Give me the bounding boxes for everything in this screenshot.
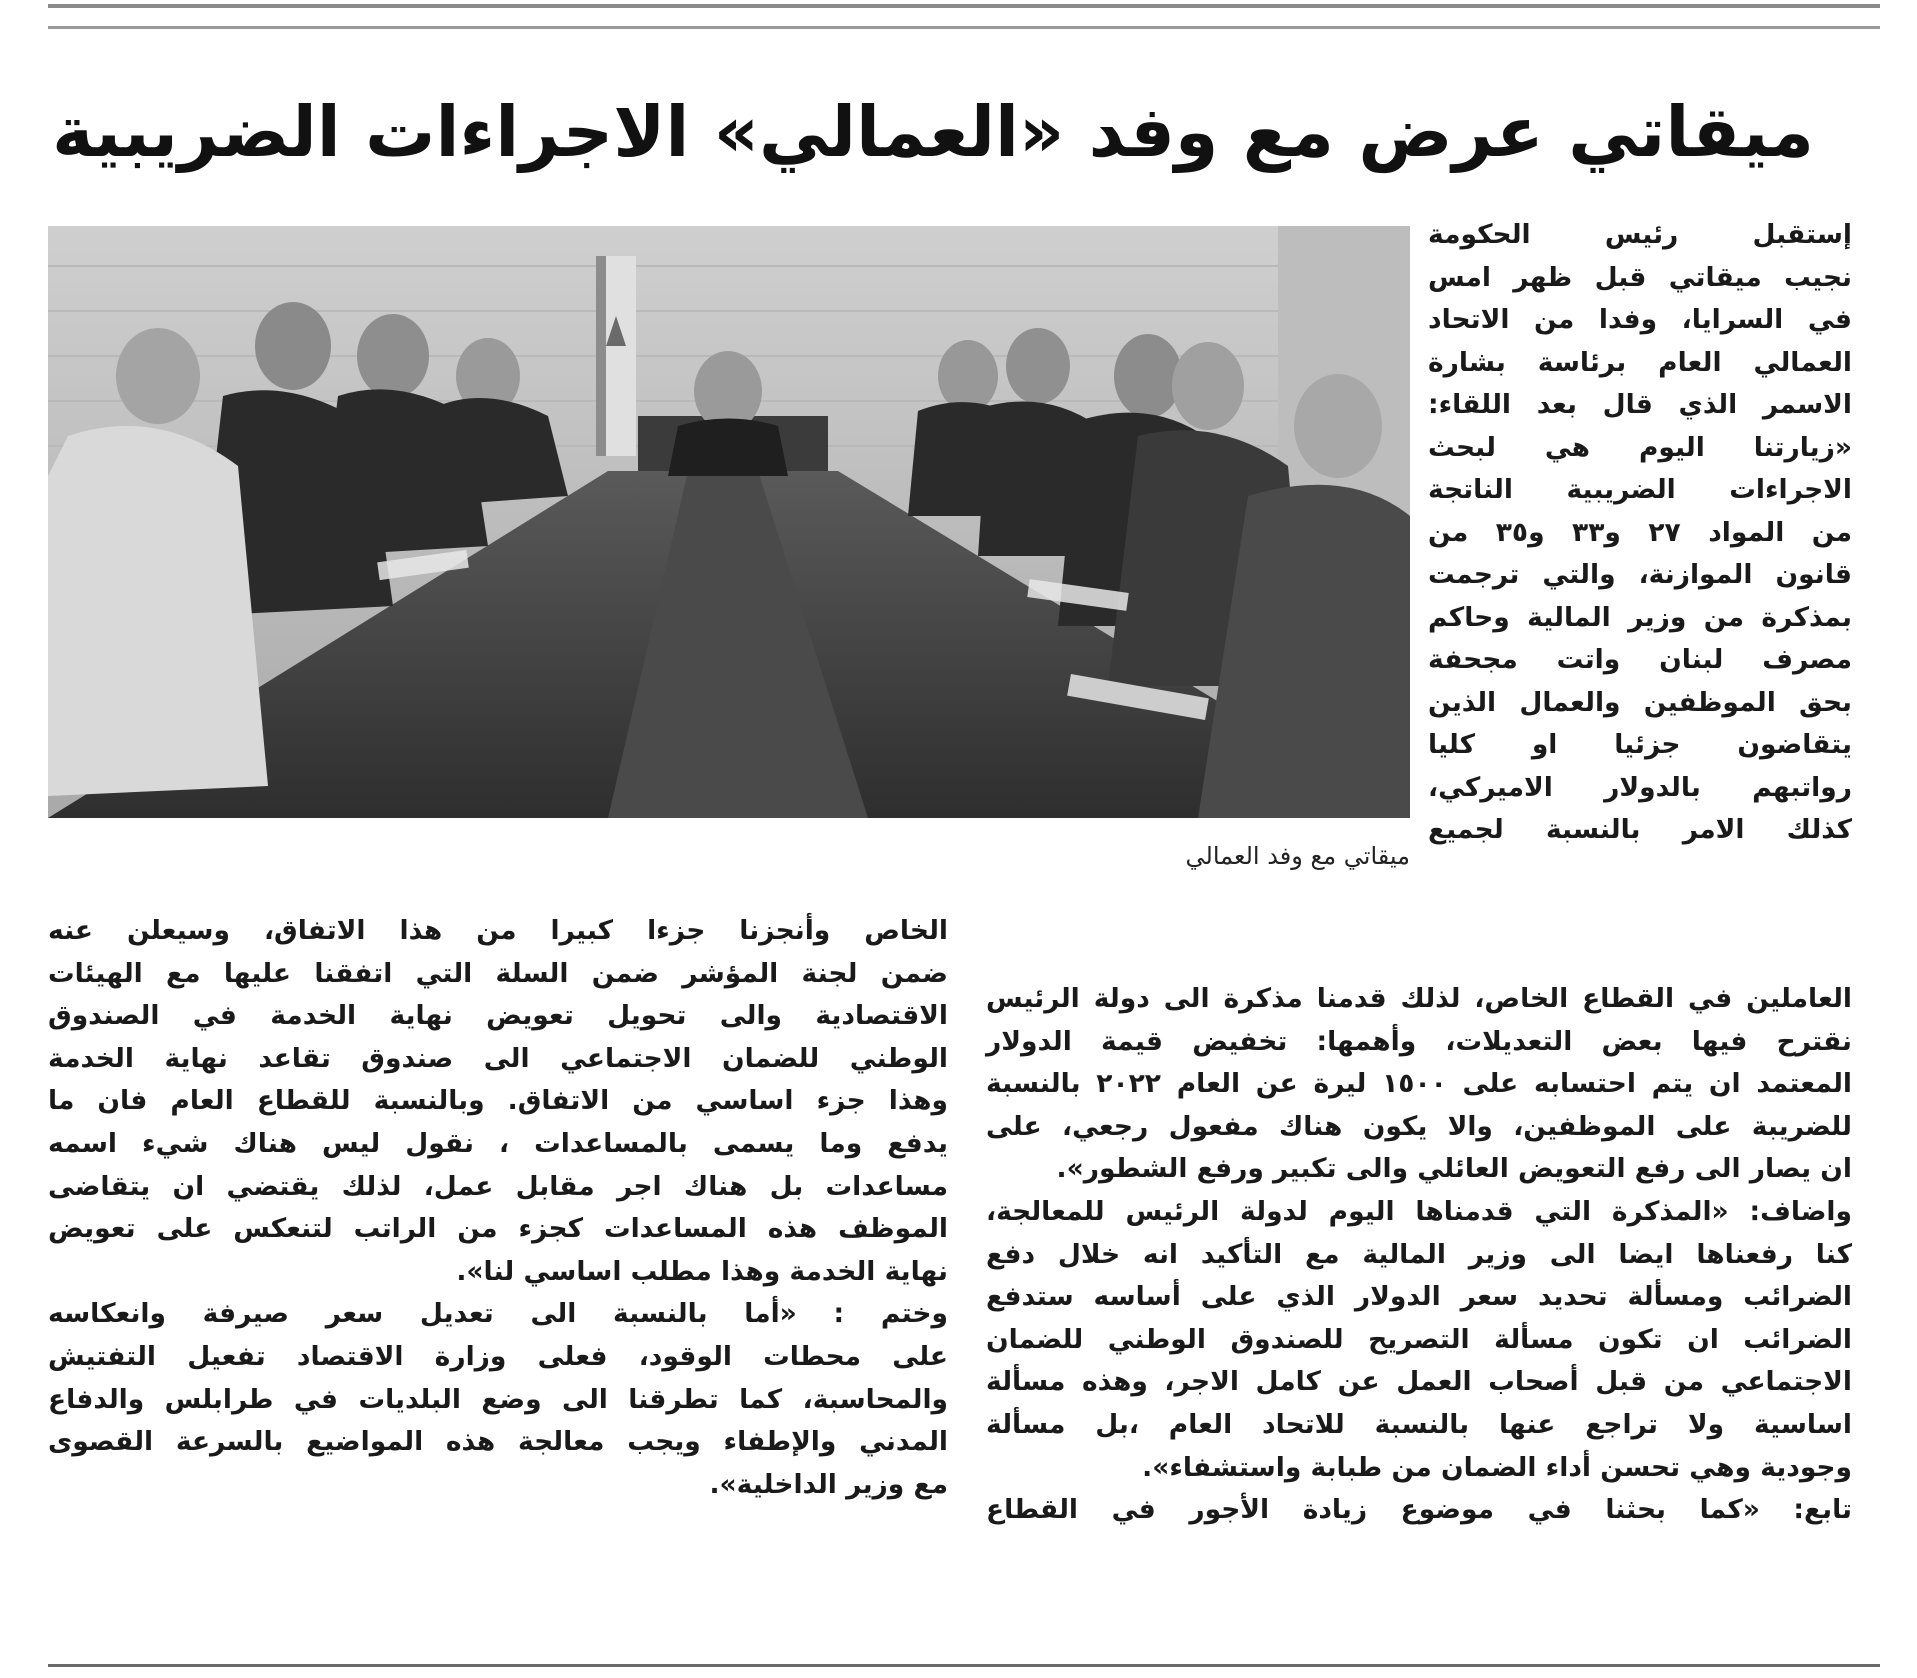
- text-line: المدني والإطفاء ويجب معالجة هذه المواضيع بالسرعة القصوى: [48, 1426, 948, 1458]
- text-line: ان يصار الى رفع التعويض العائلي والى تكبير ورفع الشطور».: [1056, 1153, 1852, 1185]
- text-line: الضرائب ان تكون مسألة التصريح للصندوق الوطني للضمان: [986, 1323, 1852, 1355]
- article-headline: ميقاتي عرض مع وفد «العمالي» الاجراءات الضريبية: [52, 91, 1814, 173]
- text-line: يتقاضون جزئيا او كليا: [1428, 729, 1852, 760]
- photo-caption: ميقاتي مع وفد العمالي: [1185, 842, 1410, 870]
- text-line: الضرائب ومسألة تحديد سعر الدولار الذي على أساسه ستدفع: [986, 1281, 1852, 1313]
- article-column-middle: [986, 978, 1852, 1532]
- text-line: مع وزير الداخلية».: [709, 1468, 948, 1500]
- text-line: رواتبهم بالدولار الاميركي،: [1428, 771, 1852, 803]
- text-line: وختم : «أما بالنسبة الى تعديل سعر صيرفة وانعكاسه: [48, 1298, 948, 1330]
- text-line: وجودية وهي تحسن أداء الضمان من طبابة واستشفاء».: [1142, 1451, 1852, 1483]
- text-line: الوطني للضمان الاجتماعي الى صندوق تقاعد نهاية الخدمة: [48, 1042, 948, 1074]
- text-line: تابع: «كما بحثنا في موضوع زيادة الأجور في القطاع: [986, 1494, 1852, 1526]
- meeting-photo-illustration: [48, 226, 1410, 818]
- text-line: واضاف: «المذكرة التي قدمناها اليوم لدولة الرئيس للمعالجة،: [986, 1195, 1852, 1227]
- text-line: للضريبة على الموظفين، والا يكون هناك مفعول رجعي، على: [986, 1110, 1852, 1142]
- text-line: المعتمد ان يتم احتسابه على ١٥٠٠ ليرة عن العام ٢٠٢٢ بالنسبة: [986, 1068, 1852, 1100]
- text-line: من المواد ٢٧ و٣٣ و٣٥ من: [1428, 516, 1853, 548]
- text-line: والمحاسبة، كما تطرقنا الى وضع البلديات في طرابلس والدفاع: [48, 1383, 948, 1415]
- text-line: كذلك الامر بالنسبة لجميع: [1428, 814, 1852, 845]
- text-line: في السرايا، وفدا من الاتحاد: [1428, 304, 1852, 335]
- top-rule-secondary: [48, 26, 1880, 29]
- text-line: كنا رفعناها ايضا الى وزير المالية مع التأكيد انه خلال دفع: [986, 1238, 1852, 1270]
- text-line: قانون الموازنة، والتي ترجمت: [1428, 559, 1852, 590]
- text-line: العاملين في القطاع الخاص، لذلك قدمنا مذكرة الى دولة الرئيس: [986, 983, 1852, 1014]
- text-line: الاقتصادية والى تحويل تعويض نهاية الخدمة في الصندوق: [48, 1000, 948, 1032]
- text-line: مصرف لبنان واتت مجحفة: [1428, 644, 1852, 675]
- article-photo: [48, 226, 1410, 818]
- text-line: يدفع وما يسمى بالمساعدات ، نقول ليس هناك شيء اسمه: [48, 1127, 948, 1159]
- article-column-left: [48, 910, 948, 1506]
- text-line: الاجراءات الضريبية الناتجة: [1428, 474, 1852, 505]
- text-line: الموظف هذه المساعدات كجزء من الراتب لتنعكس على تعويض: [48, 1213, 948, 1245]
- text-line: الخاص وأنجزنا جزءا كبيرا من هذا الاتفاق، وسيعلن عنه: [48, 915, 948, 946]
- text-line: بمذكرة من وزير المالية وحاكم: [1428, 601, 1852, 633]
- text-line: اساسية ولا تراجع عنها بالنسبة للاتحاد العام ،بل مسألة: [986, 1408, 1852, 1440]
- text-line: الاجتماعي من قبل أصحاب العمل عن كامل الاجر، وهذه مسألة: [986, 1366, 1852, 1398]
- text-line: بحق الموظفين والعمال الذين: [1428, 686, 1852, 718]
- top-rule: [48, 4, 1880, 8]
- text-line: وهذا جزء اساسي من الاتفاق. وبالنسبة للقطاع العام فان ما: [48, 1085, 948, 1117]
- text-line: «زيارتنا اليوم هي لبحث: [1428, 431, 1852, 463]
- text-line: الاسمر الذي قال بعد اللقاء:: [1428, 389, 1852, 420]
- text-line: نجيب ميقاتي قبل ظهر امس: [1428, 261, 1852, 293]
- bottom-rule: [48, 1664, 1880, 1667]
- text-line: ضمن لجنة المؤشر ضمن السلة التي اتفقنا عليها مع الهيئات: [48, 957, 948, 989]
- text-line: نقترح فيها بعض التعديلات، وأهمها: تخفيض قيمة الدولار: [986, 1025, 1852, 1057]
- text-line: نهاية الخدمة وهذا مطلب اساسي لنا».: [456, 1255, 948, 1287]
- text-line: العمالي العام برئاسة بشارة: [1428, 346, 1852, 378]
- article-column-right: [1428, 214, 1852, 852]
- text-line: إستقبل رئيس الحكومة: [1428, 219, 1852, 250]
- text-line: على محطات الوقود، فعلى وزارة الاقتصاد تفعيل التفتيش: [48, 1340, 948, 1372]
- text-line: مساعدات بل هناك اجر مقابل عمل، لذلك يقتضي ان يتقاضى: [48, 1170, 948, 1202]
